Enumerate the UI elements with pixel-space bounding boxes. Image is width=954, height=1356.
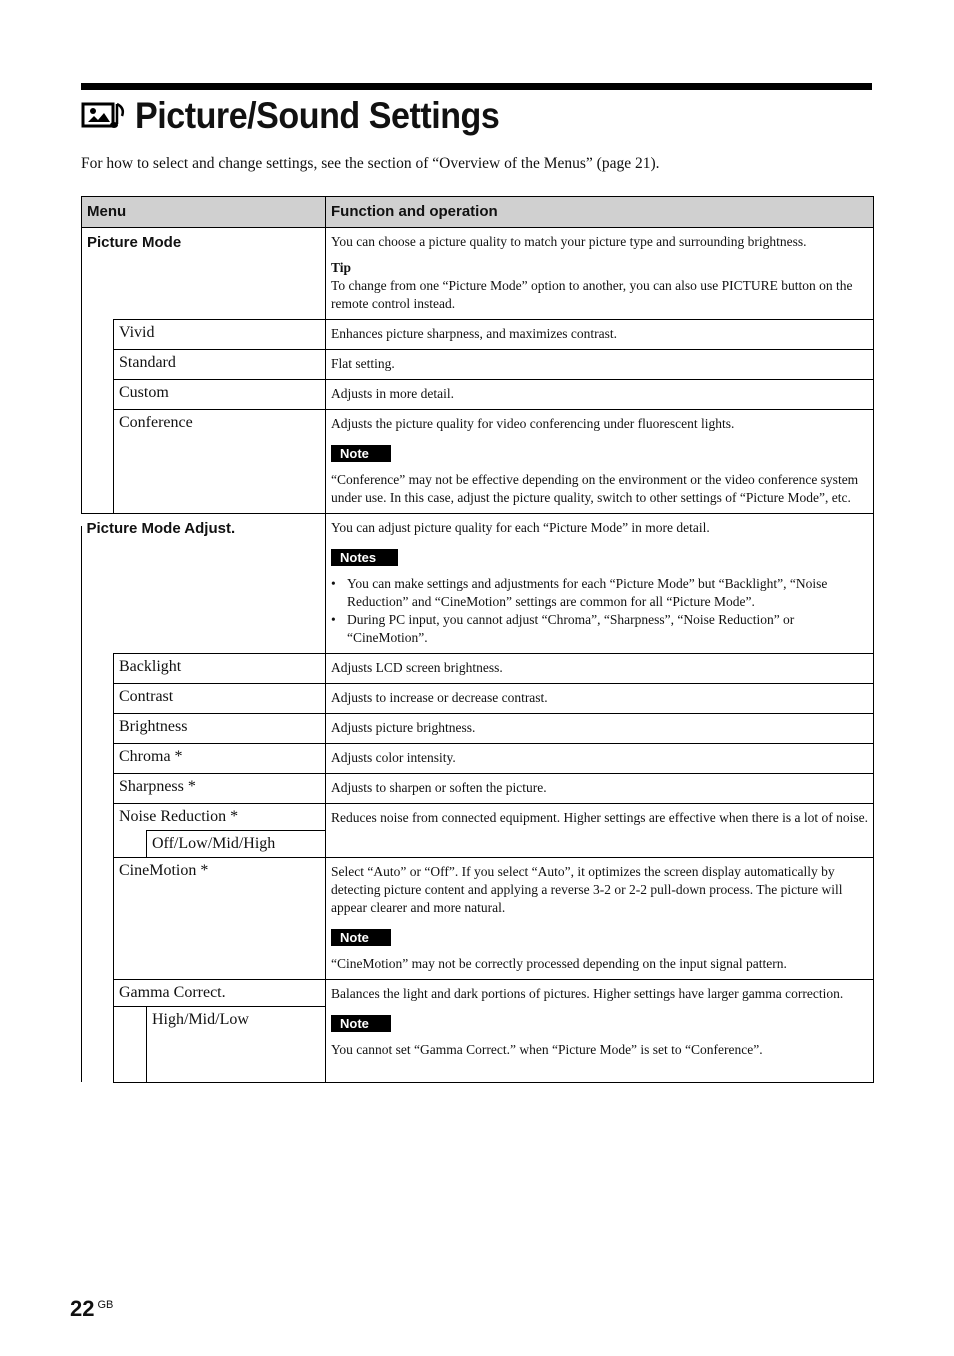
indent-cell [82,774,114,804]
function-cell: Flat setting. [326,350,874,380]
title-rule [81,83,872,90]
indent-cell [82,410,114,514]
table-row [82,684,874,714]
menu-noise-reduction: Noise Reduction * [114,804,326,831]
function-cell [326,228,874,320]
note-text: You cannot set “Gamma Correct.” when “Picture Mode” is set to “Conference”. [331,1042,763,1057]
indent-cell [114,1007,147,1083]
table-row [82,380,874,410]
function-cell: Adjusts LCD screen brightness. [326,654,874,684]
list-item: • You can make settings and adjustments for each “Picture Mode” but “Backlight”, “Noise Reduction” and “CineMotion” settings are common for all “Picture Mode”. [347,575,868,611]
note-text: “CineMotion” may not be correctly processed depending on the input signal pattern. [331,956,787,971]
table-row [82,514,874,654]
table-row [82,228,874,320]
indent-cell [82,714,114,744]
table-row [82,980,874,1007]
indent-cell [82,654,114,684]
page-number-value: 22 [70,1296,95,1321]
function-cell: Adjusts picture brightness. [326,714,874,744]
menu-conference: Conference [114,410,326,514]
indent-cell [82,858,114,980]
indent-cell [82,684,114,714]
page-number-suffix: GB [97,1299,114,1311]
function-cell: Enhances picture sharpness, and maximizes contrast. [326,320,874,350]
page-title-block [81,94,531,138]
menu-vivid: Vivid [114,320,326,350]
description: Adjusts the picture quality for video conferencing under fluorescent lights. [331,416,735,431]
function-column-header: Function and operation [326,197,874,228]
note-badge: Note [331,1015,391,1032]
menu-gamma-correct: Gamma Correct. [114,980,326,1007]
function-cell: Adjusts color intensity. [326,744,874,774]
table-row [82,804,874,831]
table-left-rule [81,526,82,1082]
function-cell [326,980,874,1083]
function-cell: Adjusts in more detail. [326,380,874,410]
menu-backlight: Backlight [114,654,326,684]
picture-sound-icon [81,98,127,134]
menu-picture-mode: Picture Mode [82,228,326,320]
notes-list [331,575,868,647]
menu-brightness: Brightness [114,714,326,744]
menu-cinemotion: CineMotion * [114,858,326,980]
function-cell [326,514,874,654]
description: You can choose a picture quality to match your picture type and surrounding brightness. [331,234,807,249]
function-cell: Adjusts to sharpen or soften the picture. [326,774,874,804]
table-row [82,410,874,514]
table-row [82,714,874,744]
menu-chroma: Chroma * [114,744,326,774]
description: Balances the light and dark portions of pictures. Higher settings have larger gamma correction. [331,986,844,1001]
menu-gamma-options: High/Mid/Low [147,1007,326,1083]
indent-cell [82,350,114,380]
function-cell [326,410,874,514]
description: Select “Auto” or “Off”. If you select “Auto”, it optimizes the screen display automatically by detecting picture content and applying a reverse 3-2 or 2-2 pull-down process. The picture will appear clearer and more natural. [331,864,843,915]
menu-custom: Custom [114,380,326,410]
page-number [70,1296,113,1322]
menu-column-header: Menu [82,197,326,228]
page-title: Picture/Sound Settings [135,95,500,136]
menu-sharpness: Sharpness * [114,774,326,804]
table-row [82,858,874,980]
indent-cell [82,804,114,858]
indent-cell [82,320,114,350]
table-row [82,320,874,350]
function-cell: Adjusts to increase or decrease contrast. [326,684,874,714]
table-row [82,744,874,774]
menu-picture-mode-adjust: Picture Mode Adjust. [82,514,326,654]
notes-badge: Notes [331,549,398,566]
function-cell: Reduces noise from connected equipment. Higher settings are effective when there is a lot of noise. [326,804,874,858]
list-item: • During PC input, you cannot adjust “Chroma”, “Sharpness”, “Noise Reduction” or “CineMotion”. [347,611,868,647]
tip-label: Tip [331,260,352,275]
intro-text: For how to select and change settings, see the section of “Overview of the Menus” (page 21). [81,155,660,172]
menu-standard: Standard [114,350,326,380]
table-row [82,654,874,684]
description: You can adjust picture quality for each “Picture Mode” in more detail. [331,520,710,535]
table-header-row [82,197,874,228]
indent-cell [82,744,114,774]
menu-contrast: Contrast [114,684,326,714]
menu-noise-reduction-options: Off/Low/Mid/High [147,831,326,858]
note-badge: Note [331,929,391,946]
table-row [82,350,874,380]
note-badge: Note [331,445,391,462]
settings-table [81,196,874,1083]
indent-cell [82,380,114,410]
indent-cell [114,831,147,858]
indent-cell [82,980,114,1083]
function-cell [326,858,874,980]
tip-text: To change from one “Picture Mode” option to another, you can also use PICTURE button on the remote control instead. [331,278,853,311]
note-text: “Conference” may not be effective depending on the environment or the video conference system under use. In this case, adjust the picture quality, switch to other settings of “Picture Mode”, etc. [331,472,859,505]
table-row [82,774,874,804]
